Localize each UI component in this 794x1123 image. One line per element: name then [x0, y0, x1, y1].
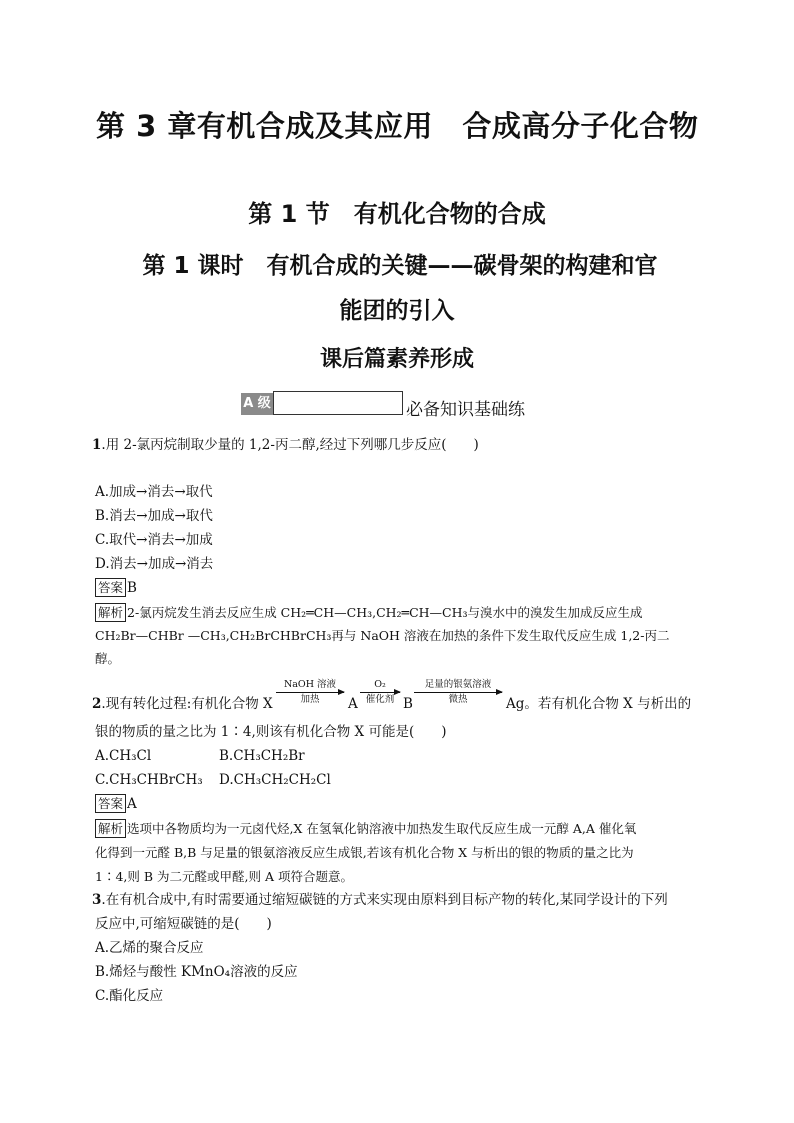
q1-number: 1 [92, 437, 102, 453]
q2-reaction-arrow-2: O₂ 催化剂 [360, 679, 400, 706]
chapter-title: 第 3 章有机合成及其应用 合成高分子化合物 [96, 109, 699, 143]
level-blank-box [273, 391, 403, 415]
q2-analysis-line3: 1∶4,则 B 为二元醛或甲醛,则 A 项符合题意。 [95, 869, 353, 884]
analysis-tag: 解析 [95, 819, 126, 838]
q2-stem-prefix: 2.现有转化过程:有机化合物 X [92, 696, 273, 712]
q3-option-c: C.酯化反应 [95, 988, 164, 1004]
analysis-tag: 解析 [95, 603, 126, 622]
q1-option-d: D.消去→加成→消去 [95, 556, 214, 572]
q1-analysis-line1: 解析 2-氯丙烷发生消去反应生成 CH₂═CH—CH₃,CH₂═CH—CH₃与溴水中的溴发生加成反应生成 [95, 601, 643, 624]
answer-tag: 答案 [95, 578, 126, 597]
q1-option-c: C.取代→消去→加成 [95, 532, 213, 548]
q3-stem-line2: 反应中,可缩短碳链的是( ) [95, 916, 272, 932]
q2-option-a: A.CH₃Cl [95, 748, 152, 764]
q3-stem-line1: 3.在有机合成中,有时需要通过缩短碳链的方式来实现由原料到目标产物的转化,某同学设计的下列 [92, 892, 668, 908]
after-class-title: 课后篇素养形成 [319, 347, 474, 372]
q1-analysis-line2: CH₂Br—CHBr —CH₃,CH₂BrCHBrCH₃再与 NaOH 溶液在加热的条件下发生取代反应生成 1,2-丙二 [95, 628, 670, 643]
q3-option-a: A.乙烯的聚合反应 [95, 940, 204, 956]
q1-option-a: A.加成→消去→取代 [95, 484, 213, 500]
q3-number: 3 [92, 892, 102, 908]
q2-analysis-line2: 化得到一元醛 B,B 与足量的银氨溶液反应生成银,若该有机化合物 X 与析出的银的物质的量之比为 [95, 845, 634, 860]
answer-tag: 答案 [95, 794, 126, 813]
q2-intermediate-b: B [403, 696, 413, 712]
q1-stem: 1.用 2-氯丙烷制取少量的 1,2-丙二醇,经过下列哪几步反应( ) [92, 437, 479, 453]
q2-analysis-line1: 解析 选项中各物质均为一元卤代烃,X 在氢氧化钠溶液中加热发生取代反应生成一元醇 A,A 催化氧 [95, 817, 636, 840]
lesson-title-line2: 能团的引入 [339, 298, 455, 324]
q2-answer: 答案 A [95, 793, 137, 815]
q2-stem-suffix: Ag。若有机化合物 X 与析出的 [506, 696, 692, 712]
q2-option-b: B.CH₃CH₂Br [219, 748, 305, 764]
level-title: 必备知识基础练 [406, 400, 525, 420]
q2-reaction-arrow-1: NaOH 溶液 加热 [276, 679, 344, 706]
q1-analysis-line3: 醇。 [95, 651, 121, 666]
q2-option-d: D.CH₃CH₂CH₂Cl [219, 772, 331, 788]
q2-option-c: C.CH₃CHBrCH₃ [95, 772, 203, 788]
level-badge: A 级 [241, 393, 273, 415]
q2-number: 2 [92, 696, 102, 712]
q1-option-b: B.消去→加成→取代 [95, 508, 213, 524]
q3-option-b: B.烯烃与酸性 KMnO₄溶液的反应 [95, 964, 298, 980]
section-title: 第 1 节 有机化合物的合成 [248, 200, 546, 228]
q2-reaction-arrow-3: 足量的银氨溶液 微热 [414, 679, 502, 706]
q1-answer: 答案 B [95, 577, 137, 599]
lesson-title-line1: 第 1 课时 有机合成的关键——碳骨架的构建和官 [142, 253, 658, 279]
q2-intermediate-a: A [348, 696, 358, 712]
q2-stem-line2: 银的物质的量之比为 1∶4,则该有机化合物 X 可能是( ) [95, 724, 447, 740]
